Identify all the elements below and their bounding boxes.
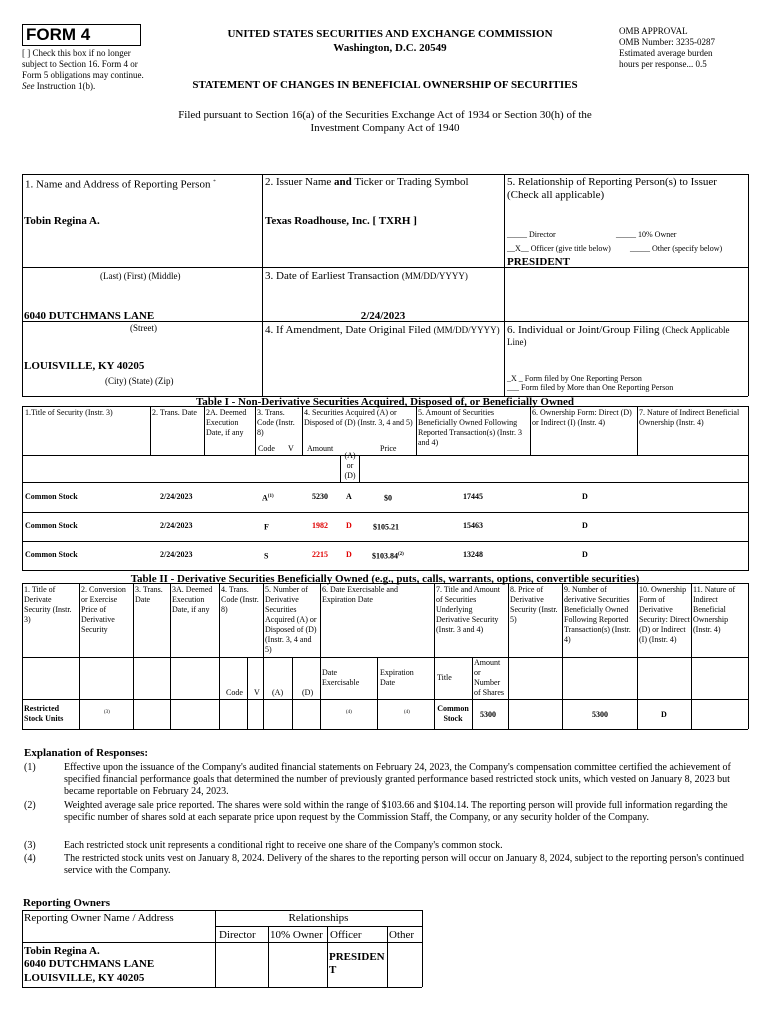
owner-name: Tobin Regina A. bbox=[24, 945, 100, 957]
t2-sub-title: Title bbox=[437, 673, 452, 682]
box5-label: 5. Relationship of Reporting Person(s) to Issuer (Check all applicable) bbox=[507, 176, 717, 201]
t1-r1-code: $A^{(1)}$ bbox=[262, 493, 274, 503]
t2-sub-d: (D) bbox=[302, 688, 314, 697]
t2-col-form: 10. Ownership Form of Derivative Security: Direct (D) or Indirect (I) (Instr. 4) bbox=[639, 585, 690, 644]
t2-col-exercisable: 6. Date Exercisable and Expiration Date bbox=[322, 585, 398, 604]
t1-r3-aord: D bbox=[346, 550, 352, 559]
t1-r2-security: Common Stock bbox=[25, 521, 78, 530]
box2-label: 2. Issuer Name and Ticker or Trading Symbol bbox=[265, 176, 469, 188]
omb-approval-box bbox=[619, 26, 759, 70]
reporting-person-street: 6040 DUTCHMANS LANE bbox=[24, 310, 155, 322]
t1-r2-form: D bbox=[582, 521, 588, 530]
box6-label: 6. Individual or Joint/Group Filing (Check Applicable Line) bbox=[507, 324, 730, 347]
table1-title: Table I - Non-Derivative Securities Acquired, Disposed of, or Beneficially Owned bbox=[195, 396, 575, 408]
t1-r1-aord: A bbox=[346, 492, 352, 501]
other-col: Other bbox=[389, 929, 415, 941]
t1-sub-price: Price bbox=[380, 444, 397, 453]
t2-col-deemed: 3A. Deemed Execution Date, if any bbox=[172, 585, 213, 614]
issuer-name: Texas Roadhouse, Inc. [ TXRH ] bbox=[265, 215, 417, 227]
t2-col-price: 8. Price of Derivative Security (Instr. 5) bbox=[510, 585, 558, 624]
t1-r2-owned: 15463 bbox=[463, 521, 483, 530]
t2-r1-security: Restricted Stock Units bbox=[24, 704, 64, 723]
officer-title: PRESIDENT bbox=[507, 256, 570, 268]
t1-r1-form: D bbox=[582, 492, 588, 501]
t1-sub-amount: Amount bbox=[307, 444, 334, 453]
name-parts-label: (Last) (First) (Middle) bbox=[100, 271, 181, 281]
t1-r1-owned: 17445 bbox=[463, 492, 483, 501]
t1-r3-amount: 2215 bbox=[312, 550, 328, 559]
t2-r1-owned: 5300 bbox=[592, 710, 608, 719]
reporting-person-name: Tobin Regina A. bbox=[24, 215, 100, 227]
director-col: Director bbox=[219, 929, 256, 941]
t2-r1-form: D bbox=[661, 710, 667, 719]
t1-r1-date: 2/24/2023 bbox=[160, 492, 193, 501]
t1-col-acquired: 4. Securities Acquired (A) or Disposed of (D) (Instr. 3, 4 and 5) bbox=[304, 408, 413, 427]
t2-col-conversion: 2. Conversion or Exercise Price of Derivative Security bbox=[81, 585, 126, 634]
box1-label: 1. Name and Address of Reporting Person * bbox=[25, 178, 216, 191]
t2-col-title: 1. Title of Derivate Security (Instr. 3) bbox=[24, 585, 72, 624]
reporting-owners-heading: Reporting Owners bbox=[23, 897, 111, 909]
t1-col-nature: 7. Nature of Indirect Beneficial Ownership (Instr. 4) bbox=[639, 408, 740, 427]
explanation-heading: Explanation of Responses: bbox=[24, 747, 149, 759]
t1-r3-code: S bbox=[264, 551, 269, 561]
street-label: (Street) bbox=[130, 323, 157, 333]
box4-label: 4. If Amendment, Date Original Filed (MM/DD/YYYY) bbox=[265, 324, 500, 336]
t1-col-owned: 5. Amount of Securities Beneficially Owned Following Reported Transaction(s) (Instr. 3 and 4) bbox=[418, 408, 522, 447]
relationships-col: Relationships bbox=[288, 912, 349, 924]
director-checkbox: _____ Director bbox=[507, 230, 556, 239]
omb-burden: Estimated average burden bbox=[619, 48, 713, 58]
officer-col: Officer bbox=[330, 929, 362, 941]
statement-title: STATEMENT OF CHANGES IN BENEFICIAL OWNERSHIP OF SECURITIES bbox=[192, 79, 578, 91]
officer-checkbox: __X__ Officer (give title below) bbox=[507, 244, 611, 253]
t1-r1-amount: 5230 bbox=[312, 492, 328, 501]
reporting-person-city: LOUISVILLE, KY 40205 bbox=[24, 360, 145, 372]
t2-r1-date-exercisable: (4) bbox=[346, 710, 352, 715]
t2-col-nature: 11. Nature of Indirect Beneficial Ownership (Instr. 4) bbox=[693, 585, 736, 634]
box3-label: 3. Date of Earliest Transaction (MM/DD/YYYY) bbox=[265, 270, 468, 282]
t2-col-underlying: 7. Title and Amount of Securities Underlying Derivative Security (Instr. 3 and 4) bbox=[436, 585, 501, 634]
t1-r2-date: 2/24/2023 bbox=[160, 521, 193, 530]
agency-city: Washington, D.C. 20549 bbox=[333, 42, 447, 54]
t1-r2-aord: D bbox=[346, 521, 352, 530]
t1-r1-security: Common Stock bbox=[25, 492, 78, 501]
owner-street: 6040 DUTCHMANS LANE bbox=[24, 958, 155, 970]
t1-r3-price: $103.84$^{(2)}$ bbox=[372, 551, 404, 561]
t2-r1-expiration: (4) bbox=[404, 710, 410, 715]
t2-r1-conversion: (3) bbox=[104, 710, 110, 715]
t2-sub-amount: Amount or Number of Shares bbox=[474, 658, 504, 697]
t2-col-number: 5. Number of Derivative Securities Acquired (A) or Disposed of (D) (Instr. 3, 4 and 5) bbox=[265, 585, 317, 654]
checkbox-note: [ ] Check this box if no longer subject to Section 16. Form 4 or Form 5 obligations may continue. See Instruction 1(b). bbox=[22, 48, 144, 91]
omb-hours: hours per response... 0.5 bbox=[619, 59, 707, 69]
t1-r3-form: D bbox=[582, 550, 588, 559]
t2-col-code: 4. Trans. Code (Instr. 8) bbox=[221, 585, 259, 614]
agency-name: UNITED STATES SECURITIES AND EXCHANGE COMMISSION bbox=[227, 28, 553, 40]
t1-r3-date: 2/24/2023 bbox=[160, 550, 193, 559]
t1-col-date: 2. Trans. Date bbox=[152, 408, 197, 417]
city-state-zip-label: (City) (State) (Zip) bbox=[105, 376, 174, 386]
t2-sub-code: Code bbox=[226, 688, 243, 697]
t1-sub-v: V bbox=[288, 444, 294, 453]
t2-sub-expiration: Expiration Date bbox=[380, 668, 414, 687]
t1-sub-code: Code bbox=[258, 444, 275, 453]
filed-pursuant-line2: Investment Company Act of 1940 bbox=[310, 122, 460, 134]
t2-sub-a: (A) bbox=[272, 688, 284, 697]
t2-sub-date-exercisable: Date Exercisable bbox=[322, 668, 360, 687]
other-checkbox: _____ Other (specify below) bbox=[630, 244, 723, 253]
table2-title: Table II - Derivative Securities Beneficially Owned (e.g., puts, calls, warrants, options, convertible securities) bbox=[130, 573, 640, 585]
earliest-transaction-date: 2/24/2023 bbox=[360, 310, 406, 322]
ten-percent-owner-checkbox: _____ 10% Owner bbox=[616, 230, 677, 239]
omb-number: OMB Number: 3235-0287 bbox=[619, 37, 715, 47]
filing-option-one: _X _ Form filed by One Reporting Person bbox=[507, 374, 642, 383]
t2-r1-title: Common Stock bbox=[437, 704, 469, 723]
t1-r3-owned: 13248 bbox=[463, 550, 483, 559]
t1-r2-code: F bbox=[264, 522, 269, 532]
filing-option-group: ___ Form filed by More than One Reporting Person bbox=[507, 383, 674, 392]
owner-officer-title: PRESIDENT bbox=[329, 951, 385, 976]
owner-city: LOUISVILLE, KY 40205 bbox=[24, 972, 145, 984]
t1-col-deemed: 2A. Deemed Execution Date, if any bbox=[206, 408, 247, 437]
t1-r2-amount: 1982 bbox=[312, 521, 328, 530]
t2-sub-v: V bbox=[254, 688, 260, 697]
omb-approval: OMB APPROVAL bbox=[619, 26, 688, 36]
t2-col-date: 3. Trans. Date bbox=[135, 585, 163, 604]
filed-pursuant-line1: Filed pursuant to Section 16(a) of the Securities Exchange Act of 1934 or Section 30(h) of the bbox=[178, 109, 592, 121]
form-title: FORM 4 bbox=[22, 24, 141, 46]
t2-col-owned: 9. Number of derivative Securities Beneficially Owned Following Reported Transaction(s) (Instr. 4) bbox=[564, 585, 631, 644]
t1-col-title: 1.Title of Security (Instr. 3) bbox=[25, 408, 113, 417]
ten-percent-col: 10% Owner bbox=[270, 929, 323, 941]
t1-sub-aord: (A) or (D) bbox=[344, 451, 356, 480]
t1-r3-security: Common Stock bbox=[25, 550, 78, 559]
t1-col-code: 3. Trans. Code (Instr. 8) bbox=[257, 408, 295, 437]
owner-name-col: Reporting Owner Name / Address bbox=[24, 912, 174, 924]
t1-r1-price: $0 bbox=[384, 493, 392, 503]
t2-r1-shares: 5300 bbox=[480, 710, 496, 719]
t1-r2-price: $105.21 bbox=[373, 522, 399, 532]
t1-col-form: 6. Ownership Form: Direct (D) or Indirect (I) (Instr. 4) bbox=[532, 408, 632, 427]
